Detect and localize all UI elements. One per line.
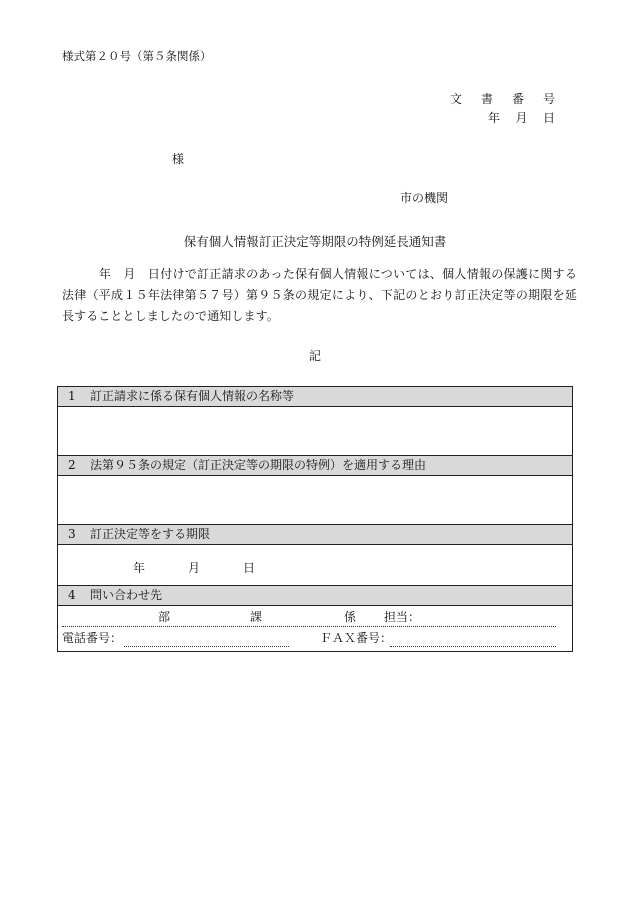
section-label: 問い合わせ先: [90, 588, 163, 602]
document-number-char: 文: [450, 92, 463, 106]
section-number: 2: [68, 458, 76, 472]
document-date: [488, 109, 555, 126]
department-label: 部: [158, 610, 171, 624]
date-year-label: 年: [488, 111, 501, 125]
phone-label: 電話番号：: [62, 631, 123, 645]
section-1-header: [58, 387, 572, 407]
section-number: 4: [68, 588, 76, 602]
deadline-month-label: 月: [188, 561, 201, 575]
deadline-date: [133, 559, 255, 576]
contact-block: [58, 606, 572, 651]
fax-label: ＦＡＸ番号：: [320, 631, 393, 645]
deadline-year-label: 年: [133, 561, 146, 575]
section-2-field[interactable]: [58, 476, 572, 524]
document-title: 保有個人情報訂正決定等期限の特例延長通知書: [183, 234, 447, 249]
phone-field[interactable]: [124, 646, 289, 647]
section-number: 3: [68, 527, 76, 541]
deadline-day-label: 日: [243, 561, 256, 575]
record-mark: 記: [308, 349, 321, 363]
fax-field[interactable]: [390, 646, 556, 647]
document-number-label: [450, 90, 555, 107]
document-number-char: 番: [511, 92, 524, 106]
section-label: 訂正請求に係る保有個人情報の名称等: [90, 389, 295, 403]
section-label: 法第９５条の規定（訂正決定等の期限の特例）を適用する理由: [90, 458, 427, 472]
form-table: [57, 386, 573, 652]
date-day-label: 日: [542, 111, 555, 125]
addressee: 様: [172, 152, 185, 166]
section-1-field[interactable]: [58, 407, 572, 455]
section-4-header: [58, 585, 572, 606]
subsection-label: 係: [344, 610, 357, 624]
person-in-charge-label: 担当：: [384, 610, 421, 624]
document-number-char: 号: [542, 92, 555, 106]
phone-fax-line: [62, 629, 556, 647]
section-unit-label: 課: [250, 610, 263, 624]
form-number: 様式第２０号（第５条関係）: [62, 49, 212, 63]
sender: 市の機関: [400, 191, 449, 205]
date-month-label: 月: [515, 111, 528, 125]
body-text: 年 月 日付けで訂正請求のあった保有個人情報については、個人情報の保護に関する法律（平成１５年法律第５７号）第９５条の規定により、下記のとおり訂正決定等の期限を延長することとしましたので通知します。: [62, 267, 577, 323]
section-3-header: [58, 524, 572, 545]
department-line[interactable]: [62, 608, 556, 627]
section-label: 訂正決定等をする期限: [90, 527, 211, 541]
section-2-header: [58, 455, 572, 476]
document-number-char: 書: [480, 92, 493, 106]
section-3-field[interactable]: [58, 545, 572, 585]
section-number: 1: [68, 389, 76, 403]
